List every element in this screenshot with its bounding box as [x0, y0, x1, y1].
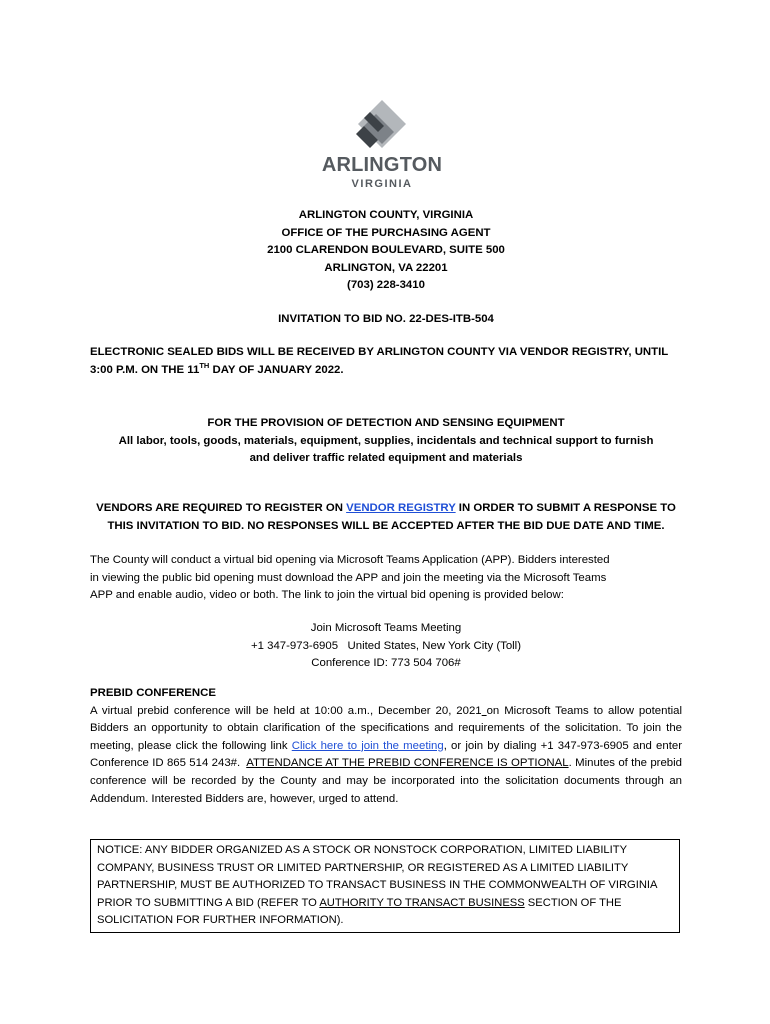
invitation-to-bid-number: INVITATION TO BID NO. 22-DES-ITB-504: [278, 313, 494, 325]
teams-meeting-info: [90, 620, 682, 673]
phone-number: (703) 228-3410: [347, 279, 425, 292]
notice-text: PRIOR TO SUBMITTING A BID (REFER TO: [97, 896, 320, 909]
attendance-optional-text: ATTENDANCE AT THE PREBID CONFERENCE IS OPTIONAL: [246, 757, 569, 770]
authorization-notice-box: [90, 839, 680, 933]
vendor-notice-line: [90, 500, 682, 518]
prebid-conference-section: [90, 685, 686, 808]
paragraph-line: in viewing the public bid opening must download the APP and join the meeting via the Microsoft Teams: [90, 571, 607, 584]
notice-text: SECTION OF THE: [524, 896, 622, 909]
prebid-text: A virtual prebid conference will be held at 10:00 a.m., December 20, 2021: [90, 704, 482, 717]
address-line: ARLINGTON, VA 22201: [324, 261, 448, 274]
vendor-notice-text: IN ORDER TO SUBMIT A RESPONSE TO: [455, 502, 676, 514]
virtual-bid-opening-paragraph: [90, 552, 682, 605]
bid-notice-text: 3:00 P.M. ON THE 11: [90, 363, 200, 376]
prebid-paragraph: [90, 703, 686, 809]
agency-address: [90, 207, 682, 295]
bid-notice-line: ELECTRONIC SEALED BIDS WILL BE RECEIVED BY ARLINGTON COUNTY VIA VENDOR REGISTRY, UNTIL: [90, 346, 669, 358]
prebid-text: , or join by dialing +1 347-973-6905 and enter Conference ID 865 514 243#.: [90, 739, 686, 770]
bid-notice-text: DAY OF JANUARY 2022.: [209, 363, 344, 376]
logo-subtitle: VIRGINIA: [351, 178, 413, 190]
arlington-logo-icon: [356, 100, 408, 150]
prebid-text: on Microsoft Teams to allow potential Bidders an opportunity to obtain clarification of the specifications and requirements of the solicitation. To join the meeting, please click the following link: [90, 704, 682, 752]
join-meeting-link[interactable]: Click here to join the meeting: [291, 739, 444, 752]
logo-name: ARLINGTON: [321, 154, 443, 176]
prebid-text: . Minutes of the prebid conference will be recorded by the County and may be incorporated into the solicitation documents through an Addendum. Interested Bidders are, however, urged to attend.: [90, 757, 683, 805]
authority-section-reference: AUTHORITY TO TRANSACT BUSINESS: [319, 896, 525, 909]
address-line: 2100 CLARENDON BOULEVARD, SUITE 500: [267, 244, 505, 257]
meeting-conference-id: Conference ID: 773 504 706#: [311, 657, 461, 670]
provision-line: and deliver traffic related equipment and materials: [249, 452, 523, 465]
bid-deadline-notice: [90, 344, 682, 379]
vendor-registration-notice: [90, 500, 682, 535]
provision-title: FOR THE PROVISION OF DETECTION AND SENSING EQUIPMENT: [207, 417, 565, 429]
paragraph-line: APP and enable audio, video or both. The link to join the virtual bid opening is provided below:: [90, 589, 564, 602]
notice-line: COMPANY, BUSINESS TRUST OR LIMITED PARTNERSHIP, OR REGISTERED AS A LIMITED LIABILITY: [97, 861, 629, 874]
arlington-logo: [318, 100, 446, 196]
provision-section: [90, 415, 682, 468]
bid-notice-line: [90, 362, 682, 380]
provision-line: All labor, tools, goods, materials, equipment, supplies, incidentals and technical support to furnish: [118, 434, 654, 447]
vendor-registry-link[interactable]: VENDOR REGISTRY: [346, 502, 456, 514]
notice-line: PARTNERSHIP, MUST BE AUTHORIZED TO TRANSACT BUSINESS IN THE COMMONWEALTH OF VIRGINIA: [97, 879, 658, 892]
ordinal-suffix: TH: [199, 360, 210, 370]
vendor-notice-text: VENDORS ARE REQUIRED TO REGISTER ON: [96, 502, 347, 514]
notice-line: [97, 895, 675, 913]
vendor-notice-line: THIS INVITATION TO BID. NO RESPONSES WILL BE ACCEPTED AFTER THE BID DUE DATE AND TIME.: [107, 519, 665, 532]
notice-line: NOTICE: ANY BIDDER ORGANIZED AS A STOCK OR NONSTOCK CORPORATION, LIMITED LIABILITY: [97, 844, 628, 856]
meeting-title: Join Microsoft Teams Meeting: [310, 622, 462, 634]
notice-line: SOLICITATION FOR FURTHER INFORMATION).: [97, 914, 344, 927]
prebid-heading: PREBID CONFERENCE: [90, 687, 216, 699]
meeting-phone: +1 347-973-6905 United States, New York City (Toll): [250, 639, 522, 652]
paragraph-line: The County will conduct a virtual bid opening via Microsoft Teams Application (APP). Bidders interested: [90, 554, 610, 566]
address-line: OFFICE OF THE PURCHASING AGENT: [281, 226, 491, 239]
address-line: ARLINGTON COUNTY, VIRGINIA: [298, 209, 474, 221]
